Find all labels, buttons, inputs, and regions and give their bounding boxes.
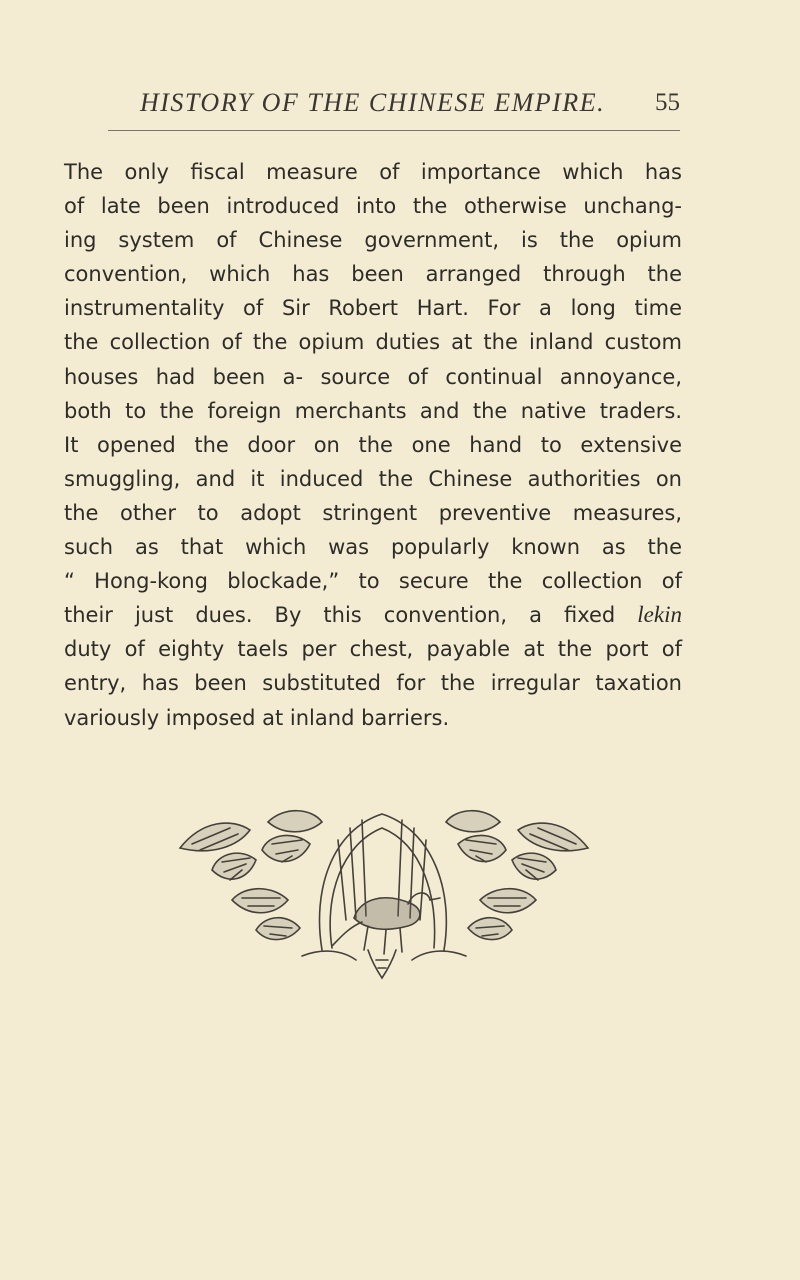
body-paragraph [64,155,682,735]
floral-bird-tailpiece-icon [172,800,596,980]
text-line: such as that which was popularly known as the [64,535,682,560]
text-line: ing system of Chinese government, is the opium [64,228,682,253]
text-line: the collection of the opium duties at the inland custom [64,330,682,355]
text-line: smuggling, and it induced the Chinese authorities on [64,466,682,491]
running-head [108,84,680,124]
text-line: houses had been a- source of continual annoyance, [64,364,682,389]
header-rule [108,130,680,131]
text-line: convention, which has been arranged through the [64,262,682,287]
text-line: The only fiscal measure of importance which has [64,160,682,184]
running-title: HISTORY OF THE CHINESE EMPIRE. [140,88,606,117]
italic-term: lekin [637,602,682,628]
text-line: the other to adopt stringent preventive measures, [64,500,682,525]
text-line: duty of eighty taels per chest, payable at the port of [64,637,682,662]
text-fragment: their just dues. By this convention, a fixed [64,603,638,628]
text-line-with-italic [64,598,682,632]
text-line: It opened the door on the one hand to extensive [64,432,682,457]
page-number: 55 [655,89,680,116]
text-line: instrumentality of Sir Robert Hart. For a long time [64,296,682,321]
text-line: “ Hong-kong blockade,” to secure the collection of [64,569,682,594]
text-line: both to the foreign merchants and the native traders. [64,398,682,423]
text-line: entry, has been substituted for the irregular taxation [64,671,682,696]
text-line: variously imposed at inland barriers. [64,705,450,730]
text-line: of late been introduced into the otherwise unchang- [64,194,682,219]
